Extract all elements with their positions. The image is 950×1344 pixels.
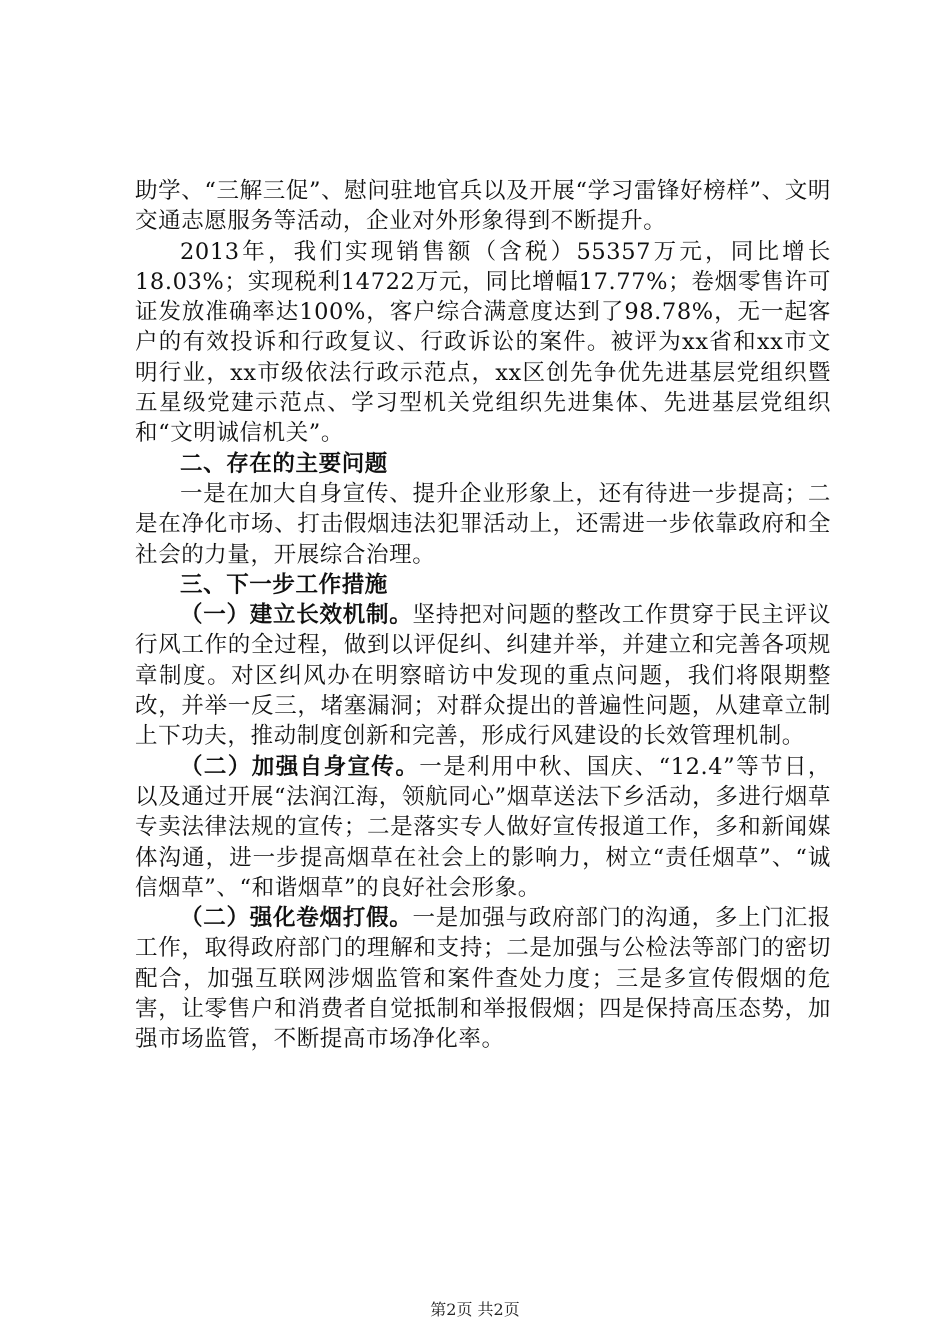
paragraph-long-term-mechanism xyxy=(135,600,831,751)
item-lead: （二）强化卷烟打假。 xyxy=(180,905,413,932)
paragraph-2013-results xyxy=(135,237,831,449)
paragraph-activities-continued xyxy=(135,176,831,237)
paragraph-anti-counterfeit xyxy=(135,903,831,1054)
paragraph-text: 坚持把对问题的整改工作贯穿于民主评议行风工作的全过程，做到以评促纠、纠建并举，并建立和完善各项规章制度。对区纠风办在明察暗访中发现的重点问题，我们将限期整改，并举一反三，堵塞漏洞；对群众提出的普遍性问题，从建章立制上下功夫，推动制度创新和完善，形成行风建设的长效管理机制。 xyxy=(135,602,831,750)
paragraph-text: 一是利用中秋、国庆、“12.4”等节日，以及通过开展“法润江海，领航同心”烟草送法下乡活动，多进行烟草专卖法律法规的宣传；二是落实专人做好宣传报道工作，多和新闻媒体沟通，进一步提高烟草在社会上的影响力，树立“责任烟草”、“诚信烟草”、“和谐烟草”的良好社会形象。 xyxy=(135,753,831,901)
paragraph-publicity xyxy=(135,752,831,903)
paragraph-text: 2013年，我们实现销售额（含税）55357万元，同比增长18.03%；实现税利14722万元，同比增幅17.77%；卷烟零售许可证发放准确率达100%，客户综合满意度达到了98.78%，无一起客户的有效投诉和行政复议、行政诉讼的案件。被评为xx省和xx市文明行业，xx市级依法行政示范点，xx区创先争优先进基层党组织暨五星级党建示范点、学习型机关党组织先进集体、先进基层党组织和“文明诚信机关”。 xyxy=(135,238,831,447)
paragraph-problems xyxy=(135,479,831,570)
item-lead: （二）加强自身宣传。 xyxy=(180,753,420,780)
page-number-label: 第2页 共2页 xyxy=(430,1300,520,1319)
section-heading-problems: 二、存在的主要问题 xyxy=(180,450,388,477)
paragraph-text: 助学、“三解三促”、慰问驻地官兵以及开展“学习雷锋好榜样”、文明交通志愿服务等活动，企业对外形象得到不断提升。 xyxy=(135,178,831,235)
item-lead: （一）建立长效机制。 xyxy=(180,602,413,629)
section-heading-next-steps: 三、下一步工作措施 xyxy=(180,571,388,598)
page-footer xyxy=(0,1297,950,1320)
paragraph-text: 一是加强与政府部门的沟通，多上门汇报工作，取得政府部门的理解和支持；二是加强与公检法等部门的密切配合，加强互联网涉烟监管和案件查处力度；三是多宣传假烟的危害，让零售户和消费者自觉抵制和举报假烟；四是保持高压态势，加强市场监管，不断提高市场净化率。 xyxy=(135,905,831,1053)
paragraph-text: 一是在加大自身宣传、提升企业形象上，还有待进一步提高；二是在净化市场、打击假烟违法犯罪活动上，还需进一步依靠政府和全社会的力量，开展综合治理。 xyxy=(135,480,831,568)
document-body xyxy=(135,176,831,1055)
